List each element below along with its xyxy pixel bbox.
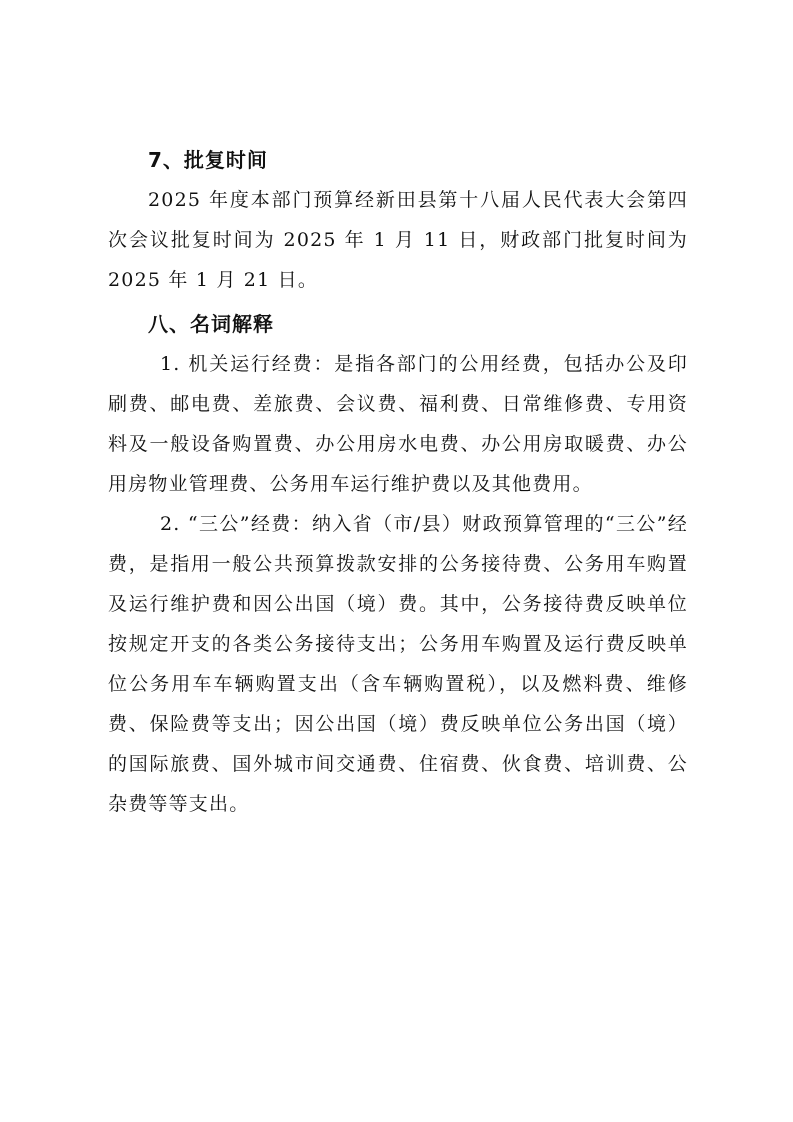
section-heading-glossary: 八、名词解释 bbox=[148, 312, 274, 336]
glossary-item-three-public-expenses: 2. “三公”经费：纳入省（市/县）财政预算管理的“三公”经费，是指用一般公共预算拨款安排的公务接待费、公务用车购置及运行维护费和因公出国（境）费。其中，公务接待费反映单位按规定开支的各类公务接待支出；公务用车购置及运行费反映单位公务用车车辆购置支出（含车辆购置税），以及燃料费、维修费、保险费等支出；因公出国（境）费反映单位公务出国（境）的国际旅费、国外城市间交通费、住宿费、伙食费、培训费、公杂费等等支出。 bbox=[108, 513, 688, 815]
document-body bbox=[108, 140, 688, 824]
approval-time-paragraph: 2025 年度本部门预算经新田县第十八届人民代表大会第四次会议批复时间为 2025 年 1 月 11 日，财政部门批复时间为 2025 年 1 月 21 日。 bbox=[108, 189, 688, 291]
glossary-item-operating-expenses: 1. 机关运行经费：是指各部门的公用经费，包括办公及印刷费、邮电费、差旅费、会议费、福利费、日常维修费、专用资料及一般设备购置费、办公用房水电费、办公用房取暖费、办公用房物业管理费、公务用车运行维护费以及其他费用。 bbox=[108, 353, 688, 495]
section-heading-approval-time: 7、批复时间 bbox=[148, 148, 268, 172]
